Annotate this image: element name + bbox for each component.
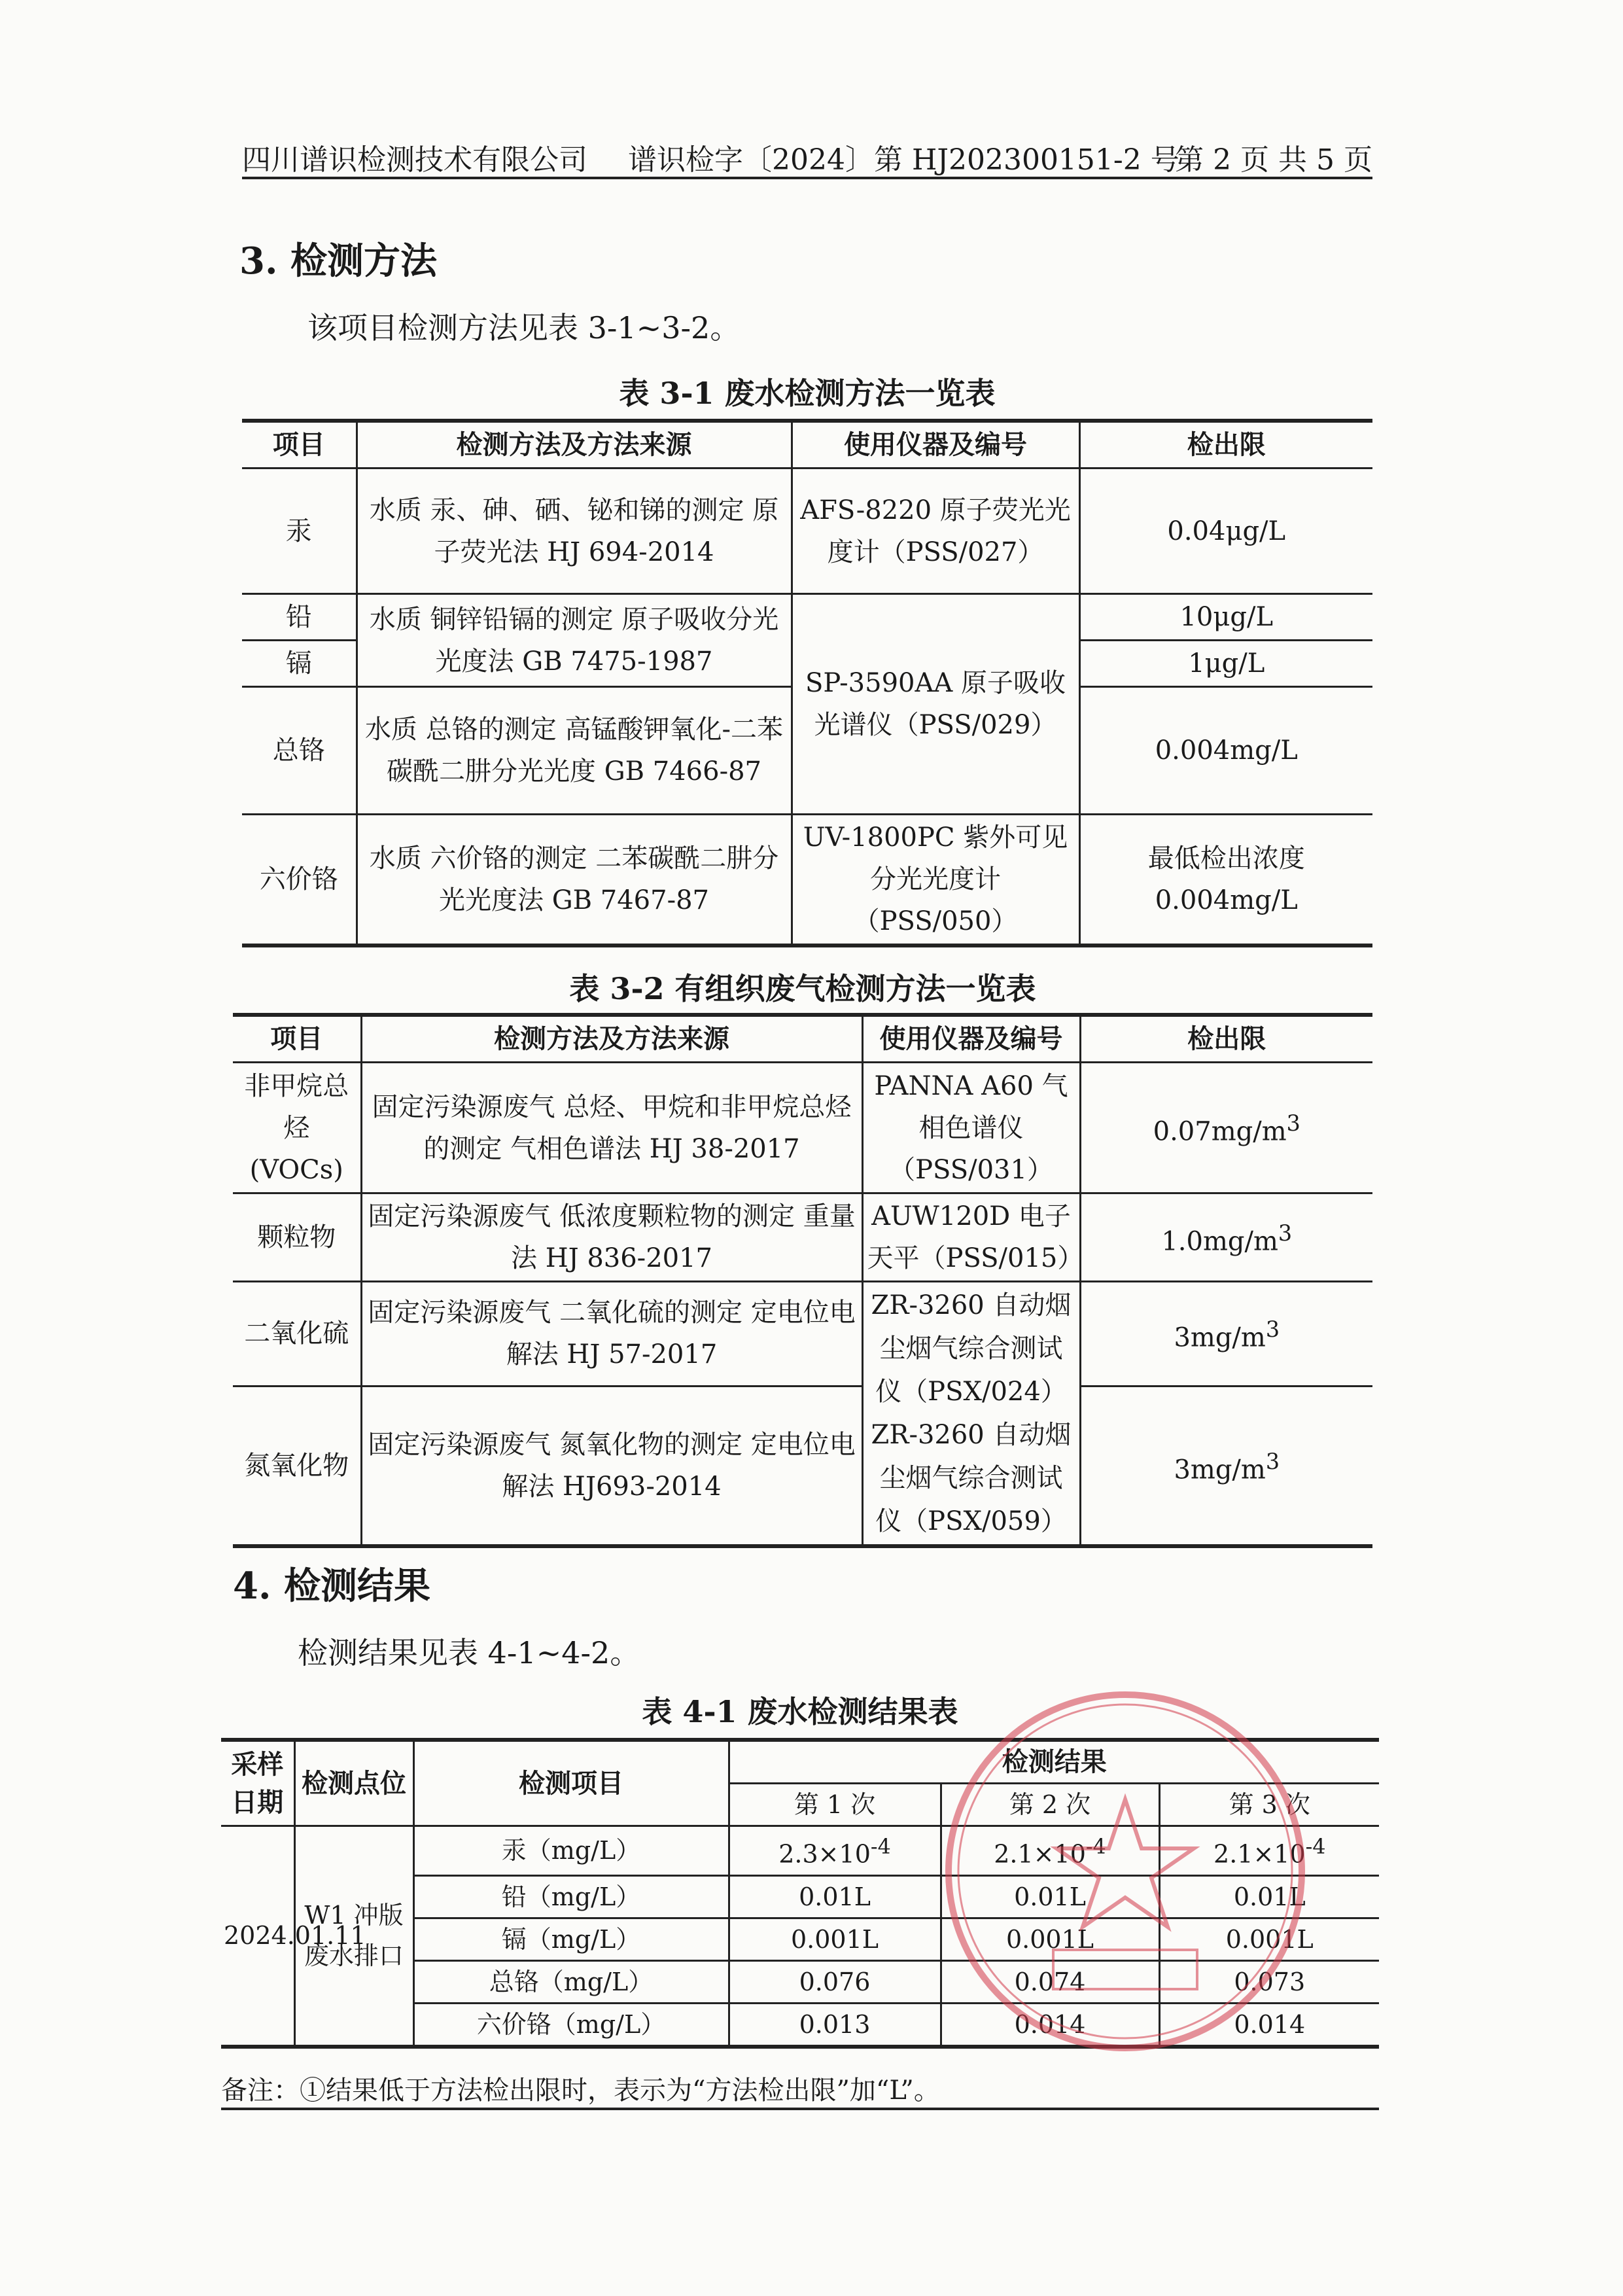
- item-cell: 镉（mg/L）: [413, 1918, 729, 1960]
- table-3-2-caption: 表 3-2 有组织废气检测方法一览表: [569, 971, 1036, 1006]
- result-cell: 0.01L: [1159, 1875, 1379, 1918]
- instrument-cell: PANNA A60 气相色谱仪（PSS/031）: [862, 1063, 1080, 1193]
- result-cell: 0.076: [729, 1960, 941, 2003]
- limit-cell: [1080, 1063, 1372, 1193]
- table-row: [242, 815, 1372, 946]
- method-cell: 水质 汞、砷、硒、铋和锑的测定 原子荧光法 HJ 694-2014: [357, 468, 792, 594]
- table-3-1: [242, 419, 1372, 947]
- method-cell: 固定污染源废气 总烃、甲烷和非甲烷总烃的测定 气相色谱法 HJ 38-2017: [361, 1063, 862, 1193]
- table-row: [233, 1282, 1372, 1386]
- method-cell: 固定污染源废气 二氧化硫的测定 定电位电解法 HJ 57-2017: [361, 1282, 862, 1386]
- result-value: 2.3×10: [778, 1839, 871, 1869]
- result-cell: 0.014: [1159, 2003, 1379, 2047]
- method-cell: 水质 铜锌铅镉的测定 原子吸收分光光度法 GB 7475-1987: [357, 594, 792, 687]
- column-header: 检测方法及方法来源: [361, 1015, 862, 1063]
- item-cell: 非甲烷总烃(VOCs): [233, 1063, 361, 1193]
- column-header: 第 1 次: [729, 1784, 941, 1826]
- item-cell: 氮氧化物: [233, 1386, 361, 1546]
- instrument-cell: AUW120D 电子天平（PSS/015）: [862, 1193, 1080, 1282]
- result-cell: 0.073: [1159, 1960, 1379, 2003]
- table-3-2: [233, 1013, 1372, 1548]
- item-cell: 总铬（mg/L）: [413, 1960, 729, 2003]
- limit-value: 3mg/m: [1174, 1322, 1266, 1353]
- instrument-cell: UV-1800PC 紫外可见分光光度计（PSS/050）: [792, 815, 1079, 946]
- column-header: 项目: [242, 421, 357, 468]
- limit-value: 1.0mg/m: [1161, 1226, 1278, 1257]
- column-header: 检测方法及方法来源: [357, 421, 792, 468]
- result-value: 2.1×10: [1213, 1839, 1306, 1869]
- column-header: 检测结果: [729, 1740, 1379, 1784]
- item-cell: 总铬: [242, 687, 357, 815]
- limit-cell: 1μg/L: [1079, 641, 1372, 687]
- limit-cell: 0.004mg/L: [1079, 687, 1372, 815]
- table-note-row: [221, 2064, 1379, 2110]
- column-header: 检测点位: [294, 1740, 413, 1826]
- limit-cell: 10μg/L: [1079, 594, 1372, 641]
- limit-value: 0.07mg/m: [1153, 1116, 1287, 1147]
- limit-cell: [1080, 1282, 1372, 1386]
- limit-exponent: 3: [1278, 1220, 1293, 1246]
- table-row: [233, 1193, 1372, 1282]
- table-row: [233, 1386, 1372, 1546]
- limit-cell: 最低检出浓度 0.004mg/L: [1079, 815, 1372, 946]
- result-cell: [729, 1826, 941, 1876]
- result-exponent: -4: [1085, 1835, 1106, 1859]
- item-cell: 镉: [242, 641, 357, 687]
- item-cell: 二氧化硫: [233, 1282, 361, 1386]
- item-cell: 颗粒物: [233, 1193, 361, 1282]
- limit-exponent: 3: [1265, 1448, 1280, 1474]
- page-header: [242, 131, 1372, 179]
- section-4-heading: 4. 检测结果: [233, 1564, 430, 1608]
- limit-exponent: 3: [1286, 1110, 1300, 1137]
- instrument-cell: ZR-3260 自动烟尘烟气综合测试仪（PSX/024）ZR-3260 自动烟尘烟气综合测试仪（PSX/059）: [862, 1282, 1080, 1547]
- item-cell: 汞（mg/L）: [413, 1826, 729, 1876]
- result-value: 2.1×10: [994, 1839, 1086, 1869]
- item-cell: 六价铬: [242, 815, 357, 946]
- column-header: 采样日期: [221, 1740, 294, 1826]
- sample-date-cell: 2024.01.11: [221, 1826, 294, 2047]
- method-cell: 固定污染源废气 低浓度颗粒物的测定 重量法 HJ 836-2017: [361, 1193, 862, 1282]
- table-header-row: [242, 421, 1372, 468]
- table-4-1-caption: 表 4-1 废水检测结果表: [642, 1694, 958, 1729]
- limit-value: 3mg/m: [1174, 1454, 1266, 1485]
- limit-cell: [1080, 1386, 1372, 1546]
- result-cell: 0.001L: [941, 1918, 1159, 1960]
- column-header: 第 3 次: [1159, 1784, 1379, 1826]
- result-cell: 0.001L: [729, 1918, 941, 1960]
- table-row: [242, 468, 1372, 594]
- item-cell: 铅（mg/L）: [413, 1875, 729, 1918]
- item-cell: 六价铬（mg/L）: [413, 2003, 729, 2047]
- page-number: 第 2 页 共 5 页: [1175, 143, 1372, 177]
- table-row: [242, 594, 1372, 641]
- instrument-cell: AFS-8220 原子荧光光度计（PSS/027）: [792, 468, 1079, 594]
- item-cell: 汞: [242, 468, 357, 594]
- result-exponent: -4: [870, 1835, 891, 1859]
- seal-stamp-icon: [929, 1675, 1321, 2068]
- column-header: 检测项目: [413, 1740, 729, 1826]
- column-header: 检出限: [1080, 1015, 1372, 1063]
- result-cell: 0.01L: [941, 1875, 1159, 1918]
- limit-cell: [1080, 1193, 1372, 1282]
- table-3-1-caption: 表 3-1 废水检测方法一览表: [619, 376, 996, 411]
- result-exponent: -4: [1305, 1835, 1326, 1859]
- section-4-intro: 检测结果见表 4-1~4-2。: [298, 1635, 640, 1670]
- table-row: [233, 1063, 1372, 1193]
- result-cell: 0.013: [729, 2003, 941, 2047]
- column-header: 使用仪器及编号: [792, 421, 1079, 468]
- report-number: 谱识检字〔2024〕第 HJ202300151-2 号: [628, 143, 1179, 177]
- method-cell: 水质 六价铬的测定 二苯碳酰二肼分光光度法 GB 7467-87: [357, 815, 792, 946]
- column-header: 第 2 次: [941, 1784, 1159, 1826]
- column-header: 使用仪器及编号: [862, 1015, 1080, 1063]
- column-header: 项目: [233, 1015, 361, 1063]
- limit-cell: 0.04μg/L: [1079, 468, 1372, 594]
- section-3-intro: 该项目检测方法见表 3-1~3-2。: [307, 310, 741, 345]
- limit-exponent: 3: [1265, 1316, 1280, 1343]
- column-header: 检出限: [1079, 421, 1372, 468]
- result-cell: 0.01L: [729, 1875, 941, 1918]
- result-cell: 0.014: [941, 2003, 1159, 2047]
- section-3-heading: 3. 检测方法: [239, 239, 437, 283]
- table-header-row: [233, 1015, 1372, 1063]
- item-cell: 铅: [242, 594, 357, 641]
- result-cell: 0.001L: [1159, 1918, 1379, 1960]
- table-note: 备注：①结果低于方法检出限时，表示为“方法检出限”加“L”。: [221, 2075, 940, 2106]
- result-cell: 0.074: [941, 1960, 1159, 2003]
- method-cell: 固定污染源废气 氮氧化物的测定 定电位电解法 HJ693-2014: [361, 1386, 862, 1546]
- company-name: 四川谱识检测技术有限公司: [242, 143, 587, 177]
- method-cell: 水质 总铬的测定 高锰酸钾氧化-二苯碳酰二肼分光光度 GB 7466-87: [357, 687, 792, 815]
- instrument-cell: SP-3590AA 原子吸收光谱仪（PSS/029）: [792, 594, 1079, 815]
- sample-point-cell: W1 冲版废水排口: [294, 1826, 413, 2047]
